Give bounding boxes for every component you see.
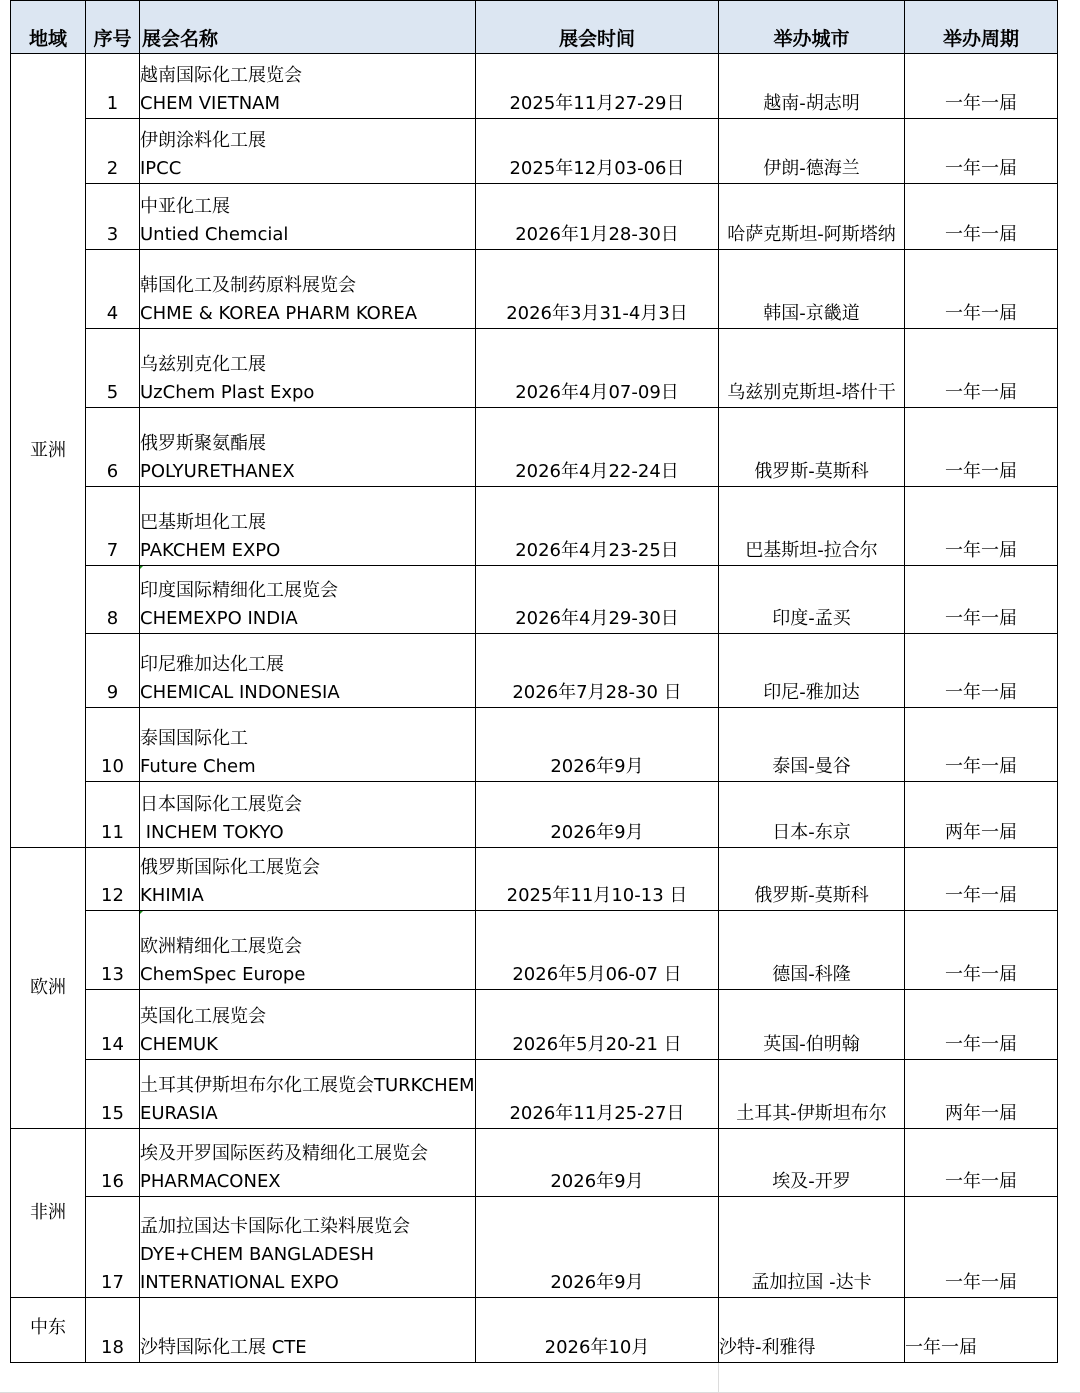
row-number-cell[interactable]: 15 [86,1060,140,1129]
expo-cycle-cell[interactable]: 一年一届 [905,848,1058,911]
expo-date-cell[interactable]: 2026年5月06-07 日 [476,911,719,990]
table-row [11,119,1058,184]
table-row [11,184,1058,250]
table-row [11,990,1058,1060]
header-region[interactable]: 地域 [11,1,86,54]
expo-city-cell[interactable]: 印度-孟买 [719,566,905,634]
expo-date-cell[interactable]: 2026年4月22-24日 [476,408,719,487]
expo-cycle-cell[interactable]: 一年一届 [905,1298,1058,1363]
expo-city-cell[interactable]: 俄罗斯-莫斯科 [719,848,905,911]
expo-name-line: 伊朗涂料化工展 [140,130,266,151]
expo-name-line: 韩国化工及制药原料展览会 [140,275,356,296]
table-row [11,782,1058,848]
expo-name-line: CHEMUK [140,1034,218,1055]
expo-city-cell[interactable]: 俄罗斯-莫斯科 [719,408,905,487]
expo-name-cell[interactable] [140,708,476,782]
expo-name-line: CHEM VIETNAM [140,93,281,114]
region-cell[interactable]: 欧洲 [11,848,86,1129]
expo-name-line: 孟加拉国达卡国际化工染料展览会 [140,1216,410,1237]
expo-name-cell[interactable] [140,782,476,848]
expo-name-line: 土耳其伊斯坦布尔化工展览会TURKCHEM [140,1075,475,1096]
row-number-cell[interactable]: 17 [86,1197,140,1298]
expo-name-line: INTERNATIONAL EXPO [140,1272,339,1293]
row-number-cell[interactable]: 9 [86,634,140,708]
row-number-cell[interactable]: 2 [86,119,140,184]
expo-city-cell[interactable]: 巴基斯坦-拉合尔 [719,487,905,566]
expo-city-cell[interactable]: 德国-科隆 [719,911,905,990]
expo-name-line: CHEMICAL INDONESIA [140,682,340,703]
expo-cycle-cell[interactable]: 一年一届 [905,184,1058,250]
expo-name-line: POLYURETHANEX [140,461,295,482]
expo-name-cell[interactable] [140,54,476,119]
expo-name-cell[interactable] [140,487,476,566]
expo-name-line: EURASIA [140,1103,218,1124]
expo-city-cell[interactable]: 日本-东京 [719,782,905,848]
expo-name-cell[interactable] [140,1060,476,1129]
expo-name-line: Future Chem [140,756,256,777]
expo-date-cell[interactable]: 2025年12月03-06日 [476,119,719,184]
expo-name-cell[interactable] [140,329,476,408]
expo-city-cell[interactable]: 韩国-京畿道 [719,250,905,329]
expo-cycle-cell[interactable]: 两年一届 [905,1060,1058,1129]
row-number-cell[interactable]: 12 [86,848,140,911]
expo-name-cell[interactable] [140,566,476,634]
expo-name-line: Untied Chemcial [140,224,289,245]
expo-name-line: 中亚化工展 [140,196,230,217]
table-row [11,487,1058,566]
expo-name-cell[interactable] [140,1197,476,1298]
expo-table [10,0,1058,1363]
region-cell[interactable]: 亚洲 [11,54,86,848]
expo-name-cell[interactable] [140,250,476,329]
expo-city-cell[interactable]: 越南-胡志明 [719,54,905,119]
expo-name-line: 沙特国际化工展 CTE [140,1337,307,1358]
expo-cycle-cell[interactable]: 一年一届 [905,566,1058,634]
row-number-cell[interactable]: 6 [86,408,140,487]
expo-cycle-cell[interactable]: 一年一届 [905,54,1058,119]
expo-cycle-cell[interactable]: 一年一届 [905,119,1058,184]
expo-name-cell[interactable] [140,634,476,708]
expo-name-line: PAKCHEM EXPO [140,540,281,561]
expo-name-line: CHME & KOREA PHARM KOREA [140,303,418,324]
header-cycle[interactable]: 举办周期 [905,1,1058,54]
table-row [11,848,1058,911]
expo-name-line: ChemSpec Europe [140,964,306,985]
header-city[interactable]: 举办城市 [719,1,905,54]
expo-date-cell[interactable]: 2026年5月20-21 日 [476,990,719,1060]
expo-name-cell[interactable] [140,408,476,487]
expo-name-line: KHIMIA [140,885,204,906]
table-row [11,708,1058,782]
table-row [11,1060,1058,1129]
table-row [11,1298,1058,1363]
expo-date-cell[interactable]: 2026年10月 [476,1298,719,1363]
row-number-cell[interactable]: 1 [86,54,140,119]
row-number-cell[interactable]: 5 [86,329,140,408]
expo-city-cell[interactable]: 土耳其-伊斯坦布尔 [719,1060,905,1129]
table-row [11,1129,1058,1197]
expo-name-line: 乌兹别克化工展 [140,354,266,375]
expo-date-cell[interactable]: 2026年4月29-30日 [476,566,719,634]
expo-name-cell[interactable] [140,1129,476,1197]
expo-date-cell[interactable]: 2026年9月 [476,1197,719,1298]
expo-cycle-cell[interactable]: 一年一届 [905,250,1058,329]
expo-cycle-cell[interactable]: 一年一届 [905,990,1058,1060]
expo-name-line: 日本国际化工展览会 [140,794,302,815]
expo-cycle-cell[interactable]: 一年一届 [905,911,1058,990]
expo-city-cell[interactable]: 哈萨克斯坦-阿斯塔纳 [719,184,905,250]
expo-name-line: IPCC [140,158,182,179]
expo-date-cell[interactable]: 2026年1月28-30日 [476,184,719,250]
header-name[interactable]: 展会名称 [140,1,476,54]
expo-city-cell[interactable]: 乌兹别克斯坦-塔什干 [719,329,905,408]
row-number-cell[interactable]: 18 [86,1298,140,1363]
table-row [11,566,1058,634]
expo-name-cell[interactable] [140,184,476,250]
expo-name-line: PHARMACONEX [140,1171,281,1192]
row-number-cell[interactable]: 13 [86,911,140,990]
expo-cycle-cell[interactable]: 两年一届 [905,782,1058,848]
row-number-cell[interactable]: 7 [86,487,140,566]
expo-name-line: CHEMEXPO INDIA [140,608,298,629]
expo-cycle-cell[interactable]: 一年一届 [905,1197,1058,1298]
row-number-cell[interactable]: 11 [86,782,140,848]
expo-name-line: 埃及开罗国际医药及精细化工展览会 [140,1143,428,1164]
expo-city-cell[interactable]: 英国-伯明翰 [719,990,905,1060]
grid-line [718,1362,719,1393]
expo-date-cell[interactable]: 2026年9月 [476,1129,719,1197]
table-row [11,408,1058,487]
expo-cycle-cell[interactable]: 一年一届 [905,408,1058,487]
expo-date-cell[interactable]: 2025年11月27-29日 [476,54,719,119]
expo-cycle-cell[interactable]: 一年一届 [905,634,1058,708]
expo-cycle-cell[interactable]: 一年一届 [905,708,1058,782]
expo-name-line: DYE+CHEM BANGLADESH [140,1244,375,1265]
expo-name-line: 巴基斯坦化工展 [140,512,266,533]
region-cell[interactable]: 中东 [11,1298,86,1363]
row-number-cell[interactable]: 4 [86,250,140,329]
table-row [11,911,1058,990]
expo-date-cell[interactable]: 2026年7月28-30 日 [476,634,719,708]
expo-date-cell[interactable]: 2026年9月 [476,782,719,848]
expo-name-line: 欧洲精细化工展览会 [140,936,302,957]
expo-name-line: 印尼雅加达化工展 [140,654,284,675]
expo-name-cell[interactable] [140,990,476,1060]
table-row [11,329,1058,408]
expo-cycle-cell[interactable]: 一年一届 [905,487,1058,566]
expo-name-cell[interactable] [140,848,476,911]
expo-city-cell[interactable]: 泰国-曼谷 [719,708,905,782]
expo-name-line: 英国化工展览会 [140,1006,266,1027]
expo-cycle-cell[interactable]: 一年一届 [905,1129,1058,1197]
expo-date-cell[interactable]: 2026年4月07-09日 [476,329,719,408]
table-row [11,250,1058,329]
expo-name-line: 越南国际化工展览会 [140,65,302,86]
expo-name-cell[interactable] [140,911,476,990]
table-row [11,1197,1058,1298]
expo-cycle-cell[interactable]: 一年一届 [905,329,1058,408]
row-number-cell[interactable]: 10 [86,708,140,782]
table-row [11,54,1058,119]
expo-name-cell[interactable] [140,1298,476,1363]
region-cell[interactable]: 非洲 [11,1129,86,1298]
expo-name-line: 泰国国际化工 [140,728,248,749]
expo-city-cell[interactable]: 印尼-雅加达 [719,634,905,708]
expo-name-line: INCHEM TOKYO [140,822,284,843]
row-number-cell[interactable]: 16 [86,1129,140,1197]
expo-city-cell[interactable]: 伊朗-德海兰 [719,119,905,184]
expo-date-cell[interactable]: 2025年11月10-13 日 [476,848,719,911]
expo-date-cell[interactable]: 2026年9月 [476,708,719,782]
expo-date-cell[interactable]: 2026年4月23-25日 [476,487,719,566]
expo-date-cell[interactable]: 2026年11月25-27日 [476,1060,719,1129]
table-row [11,634,1058,708]
header-num[interactable]: 序号 [86,1,140,54]
expo-name-cell[interactable] [140,119,476,184]
row-number-cell[interactable]: 3 [86,184,140,250]
header-date[interactable]: 展会时间 [476,1,719,54]
expo-city-cell[interactable]: 孟加拉国 -达卡 [719,1197,905,1298]
expo-city-cell[interactable]: 埃及-开罗 [719,1129,905,1197]
expo-city-cell[interactable]: 沙特-利雅得 [719,1298,905,1363]
expo-name-line: 俄罗斯国际化工展览会 [140,857,320,878]
row-number-cell[interactable]: 8 [86,566,140,634]
expo-name-line: 印度国际精细化工展览会 [140,580,338,601]
expo-name-line: UzChem Plast Expo [140,382,315,403]
header-row [11,1,1058,54]
expo-name-line: 俄罗斯聚氨酯展 [140,433,266,454]
expo-date-cell[interactable]: 2026年3月31-4月3日 [476,250,719,329]
row-number-cell[interactable]: 14 [86,990,140,1060]
